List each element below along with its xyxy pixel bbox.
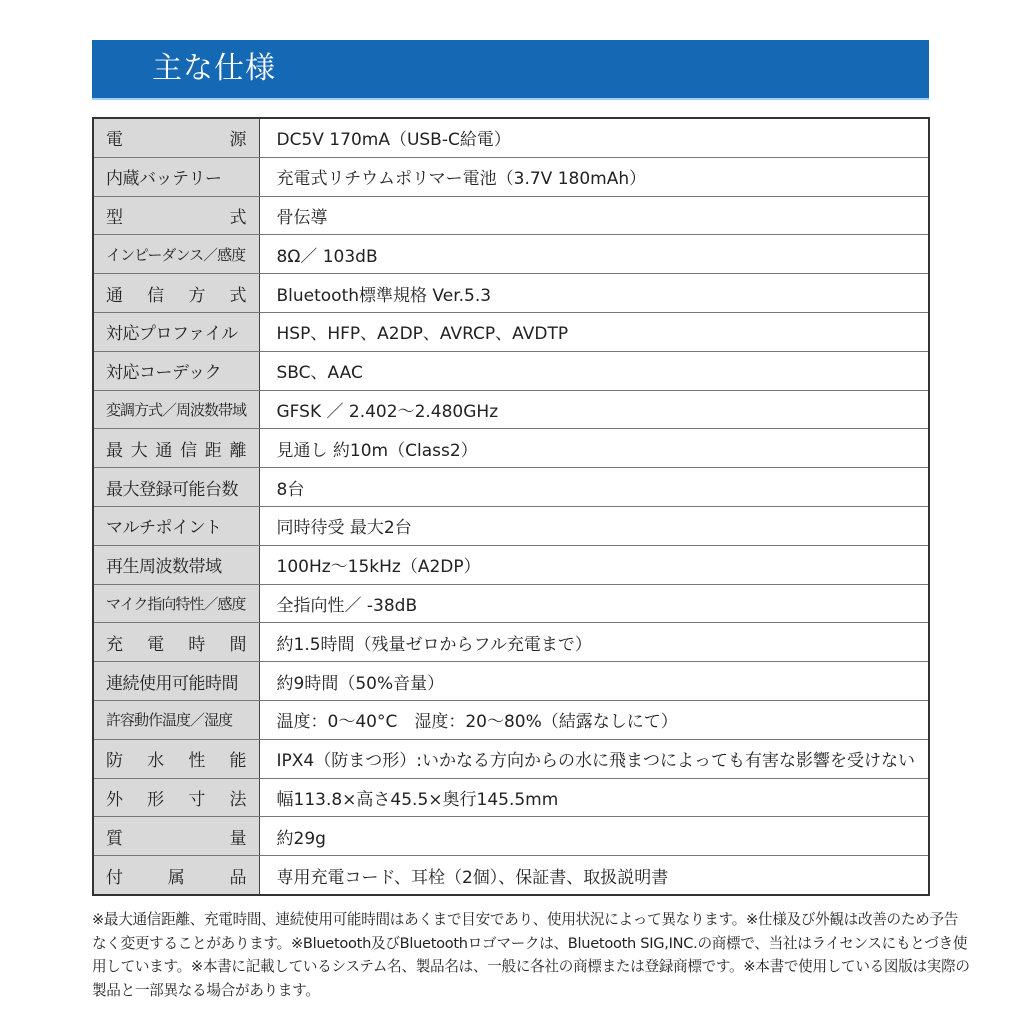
spec-label-cell	[93, 623, 259, 662]
spec-label-char: 信	[180, 440, 198, 461]
page-title: 主な仕様	[152, 51, 276, 86]
spec-label-char: 充	[106, 634, 123, 655]
spec-label	[106, 863, 247, 888]
spec-label-cell	[93, 274, 259, 313]
spec-value: 見通し 約10m（Class2）	[259, 429, 929, 468]
spec-label-char: 属	[167, 867, 185, 888]
spec-value: HSP、HFP、A2DP、AVRCP、AVDTP	[259, 312, 929, 351]
spec-label-char: 最	[106, 440, 123, 461]
spec-label	[106, 125, 247, 150]
spec-value: 8台	[259, 468, 929, 507]
spec-label-cell	[93, 157, 259, 196]
spec-value: 約29g	[259, 817, 929, 856]
spec-label	[106, 203, 247, 228]
spec-value: 骨伝導	[259, 196, 929, 235]
table-row	[93, 506, 929, 545]
spec-label-char: 量	[229, 828, 247, 849]
spec-label-char: 形	[147, 789, 165, 810]
spec-label-char: 離	[229, 440, 247, 461]
spec-label-cell	[93, 118, 259, 157]
spec-label-cell	[93, 196, 259, 235]
spec-label: 対応コーデック	[106, 363, 222, 384]
table-row	[93, 623, 929, 662]
spec-label-char: 通	[155, 440, 173, 461]
table-row	[93, 312, 929, 351]
table-row	[93, 157, 929, 196]
table-row	[93, 778, 929, 817]
table-row	[93, 235, 929, 274]
spec-label-char: 能	[229, 751, 247, 772]
spec-label: 再生周波数帯域	[106, 557, 222, 578]
spec-label-cell	[93, 468, 259, 507]
spec-label: 連続使用可能時間	[106, 673, 238, 694]
table-row	[93, 817, 929, 856]
spec-value: DC5V 170mA（USB-C給電）	[259, 118, 929, 157]
spec-label-char: 性	[188, 751, 206, 772]
spec-label-char: 距	[204, 440, 222, 461]
footnote: ※最大通信距離、充電時間、連続使用可能時間はあくまで目安であり、使用状況によって異なります。※仕様及び外観は改善のため予告なく変更することがあります。※Bluetooth及びBluetoothロゴマークは、Bluetooth SIG,INC.の商標で、当社はライセンスにもとづき使用しています。※本書に記載しているシステム名、製品名は、一般に各社の商標または登録商標です。※本書で使用している図版は実際の製品と一部異なる場合があります。	[92, 911, 970, 999]
spec-value: GFSK ／ 2.402～2.480GHz	[259, 390, 929, 429]
spec-label-cell	[93, 739, 259, 778]
table-row	[93, 700, 929, 739]
spec-value: 充電式リチウムポリマー電池（3.7V 180mAh）	[259, 157, 929, 196]
table-row	[93, 856, 929, 895]
spec-label-char: 式	[229, 207, 247, 228]
spec-label-cell	[93, 817, 259, 856]
table-row	[93, 662, 929, 701]
spec-label: マイク指向特性／感度	[106, 594, 246, 613]
spec-value: IPX4（防まつ形）:いかなる方向からの水に飛まつによっても有害な影響を受けない	[259, 739, 929, 778]
spec-label-char: 間	[229, 634, 247, 655]
spec-label-char: 付	[106, 867, 123, 888]
spec-label-cell	[93, 506, 259, 545]
spec-label-cell	[93, 778, 259, 817]
spec-value: 約9時間（50%音量）	[259, 662, 929, 701]
spec-label	[106, 746, 247, 771]
spec-label-cell	[93, 545, 259, 584]
spec-label-cell	[93, 584, 259, 623]
table-row	[93, 351, 929, 390]
spec-label: マルチポイント	[106, 518, 222, 539]
spec-value: 幅113.8×高さ45.5×奥行145.5mm	[259, 778, 929, 817]
spec-label: 変調方式／周波数帯域	[106, 400, 247, 419]
spec-label-char: 寸	[188, 789, 206, 810]
spec-value: Bluetooth標準規格 Ver.5.3	[259, 274, 929, 313]
spec-label	[106, 785, 247, 810]
spec-value: 100Hz～15kHz（A2DP）	[259, 545, 929, 584]
spec-label-char: 型	[106, 207, 123, 228]
spec-label-char: 品	[229, 867, 247, 888]
section-header	[92, 40, 929, 100]
spec-table	[92, 117, 930, 896]
spec-label: 許容動作温度／湿度	[106, 711, 233, 730]
spec-label-char: 外	[106, 789, 123, 810]
spec-value: 全指向性／ -38dB	[259, 584, 929, 623]
spec-label	[106, 824, 247, 849]
spec-value: 同時待受 最大2台	[259, 506, 929, 545]
spec-label-cell	[93, 351, 259, 390]
spec-label-char: 信	[147, 285, 165, 306]
table-row	[93, 274, 929, 313]
table-row	[93, 429, 929, 468]
spec-value: 専用充電コード、耳栓（2個）、保証書、取扱説明書	[259, 856, 929, 895]
spec-label-char: 防	[106, 751, 123, 772]
spec-label-cell	[93, 235, 259, 274]
spec-value: SBC、AAC	[259, 351, 929, 390]
spec-label-cell	[93, 856, 259, 895]
spec-label-char: 質	[106, 828, 123, 849]
spec-label-char: 源	[229, 130, 247, 151]
spec-label-char: 電	[147, 634, 165, 655]
spec-label-cell	[93, 662, 259, 701]
spec-label-cell	[93, 700, 259, 739]
spec-label-char: 時	[188, 634, 206, 655]
spec-label	[106, 281, 247, 306]
spec-label-cell	[93, 312, 259, 351]
table-row	[93, 739, 929, 778]
spec-label-char: 式	[229, 285, 247, 306]
table-row	[93, 545, 929, 584]
spec-label: インピーダンス／感度	[106, 245, 246, 264]
spec-label-char: 水	[147, 751, 165, 772]
spec-label: 対応プロファイル	[106, 324, 238, 345]
spec-label-char: 大	[130, 440, 148, 461]
spec-label	[106, 630, 247, 655]
spec-value: 8Ω／ 103dB	[259, 235, 929, 274]
spec-label-cell	[93, 390, 259, 429]
spec-label-cell	[93, 429, 259, 468]
spec-value: 約1.5時間（残量ゼロからフル充電まで）	[259, 623, 929, 662]
spec-label	[106, 436, 247, 461]
spec-label-char: 法	[229, 789, 247, 810]
spec-label-char: 方	[188, 285, 206, 306]
table-row	[93, 584, 929, 623]
table-row	[93, 390, 929, 429]
spec-value: 温度：0～40°C 湿度：20～80%（結露なしにて）	[259, 700, 929, 739]
table-row	[93, 468, 929, 507]
spec-label-char: 通	[106, 285, 123, 306]
spec-label: 内蔵バッテリー	[106, 169, 222, 190]
table-row	[93, 118, 929, 157]
spec-label: 最大登録可能台数	[106, 479, 238, 500]
table-row	[93, 196, 929, 235]
spec-label-char: 電	[106, 130, 123, 151]
